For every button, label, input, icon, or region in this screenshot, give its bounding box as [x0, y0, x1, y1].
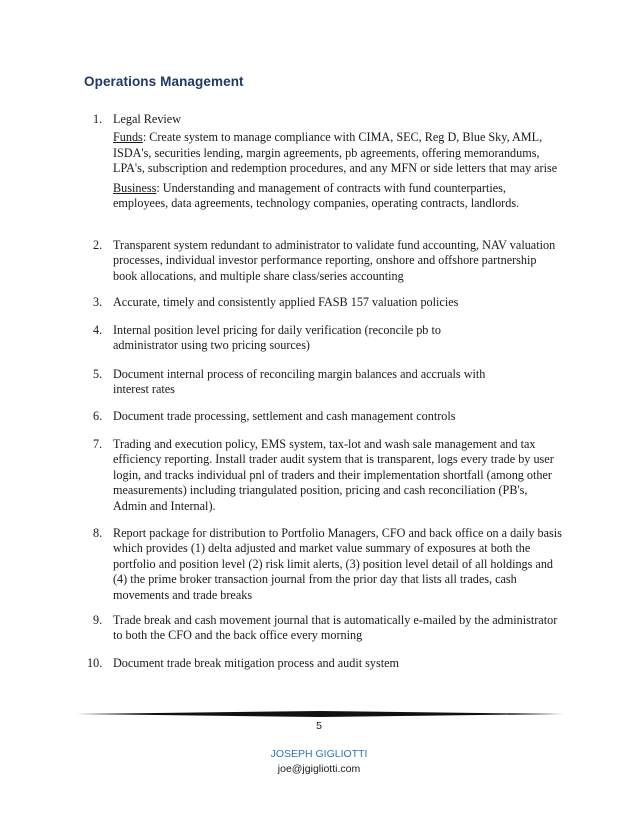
footer-email[interactable]: joe@jgigliotti.com — [277, 763, 361, 775]
business-paragraph — [113, 181, 563, 212]
list-item-number: 7. — [93, 437, 103, 451]
footer-divider — [76, 711, 564, 717]
list-item-text: Trade break and cash movement journal that is automatically e-mailed by the administrator to both the CFO and the back office every morning — [113, 613, 558, 643]
list-item-text: Trading and execution policy, EMS system, tax-lot and wash sale management and tax efficiency reporting. Install trader audit system that is transparent, logs every trade by user login, and tracks individual pnl of traders and their implementation shortfall (among other measurements) including triangulated position, pricing and cash reconciliation (PB's, Admin and Internal). — [113, 437, 554, 513]
list-item-number: 9. — [93, 613, 103, 627]
list-item-text: Document trade processing, settlement and cash management controls — [113, 409, 456, 423]
list-item-number: 1. — [93, 112, 103, 126]
list-item-number: 8. — [93, 526, 103, 540]
funds-text: : Create system to manage compliance with CIMA, SEC, Reg D, Blue Sky, AML, ISDA's, securities lending, margin agreements, pb agreements, offering memorandums, LPA's, subscription and redemption procedures, and any MFN or side letters that may arise — [113, 130, 558, 176]
section-title: Operations Management — [84, 74, 244, 89]
page-number: 5 — [316, 720, 322, 732]
list-item-6 — [93, 409, 563, 424]
list-item-8 — [93, 526, 563, 603]
list-item-text: Transparent system redundant to administrator to validate fund accounting, NAV valuation processes, individual investor performance reporting, onshore and offshore partnership book allocations, and multiple share class/series accounting — [113, 238, 556, 283]
footer-author: JOSEPH GIGLIOTTI — [270, 748, 368, 760]
business-label: Business — [113, 180, 157, 195]
funds-label: Funds — [113, 130, 143, 145]
list-item-text: Document trade break mitigation process and audit system — [113, 656, 399, 670]
list-item-2 — [93, 238, 563, 284]
list-item-9 — [93, 613, 563, 644]
list-item-3 — [93, 295, 563, 310]
list-item-10 — [87, 656, 557, 671]
list-item-4 — [93, 323, 463, 354]
list-item-text: Accurate, timely and consistently applied FASB 157 valuation policies — [113, 295, 459, 309]
list-item-number: 6. — [93, 409, 103, 423]
list-item-number: 10. — [87, 656, 103, 670]
list-item-number: 5. — [93, 367, 103, 381]
list-item-1 — [93, 112, 563, 211]
business-text: : Understanding and management of contracts with fund counterparties, employees, data agreements, technology companies, operating contracts, landlords. — [113, 180, 520, 211]
list-item-number: 2. — [93, 238, 103, 252]
list-item-7 — [93, 437, 563, 514]
list-item-text: Internal position level pricing for daily verification (reconcile pb to administrator using two pricing sources) — [113, 323, 441, 353]
list-item-number: 4. — [93, 323, 103, 337]
list-item-text: Document internal process of reconciling margin balances and accruals with interest rates — [113, 367, 486, 397]
list-item-5 — [93, 367, 503, 398]
list-item-text: Report package for distribution to Portfolio Managers, CFO and back office on a daily basis which provides (1) delta adjusted and market value summary of exposures at both the portfolio and position level (2) risk limit alerts, (3) position level detail of all holdings and (4) the prime broker transaction journal from the prior day that lists all trades, cash movements and trade breaks — [113, 526, 562, 602]
list-item-title: Legal Review — [113, 112, 182, 126]
funds-paragraph — [113, 130, 563, 176]
list-item-number: 3. — [93, 295, 103, 309]
